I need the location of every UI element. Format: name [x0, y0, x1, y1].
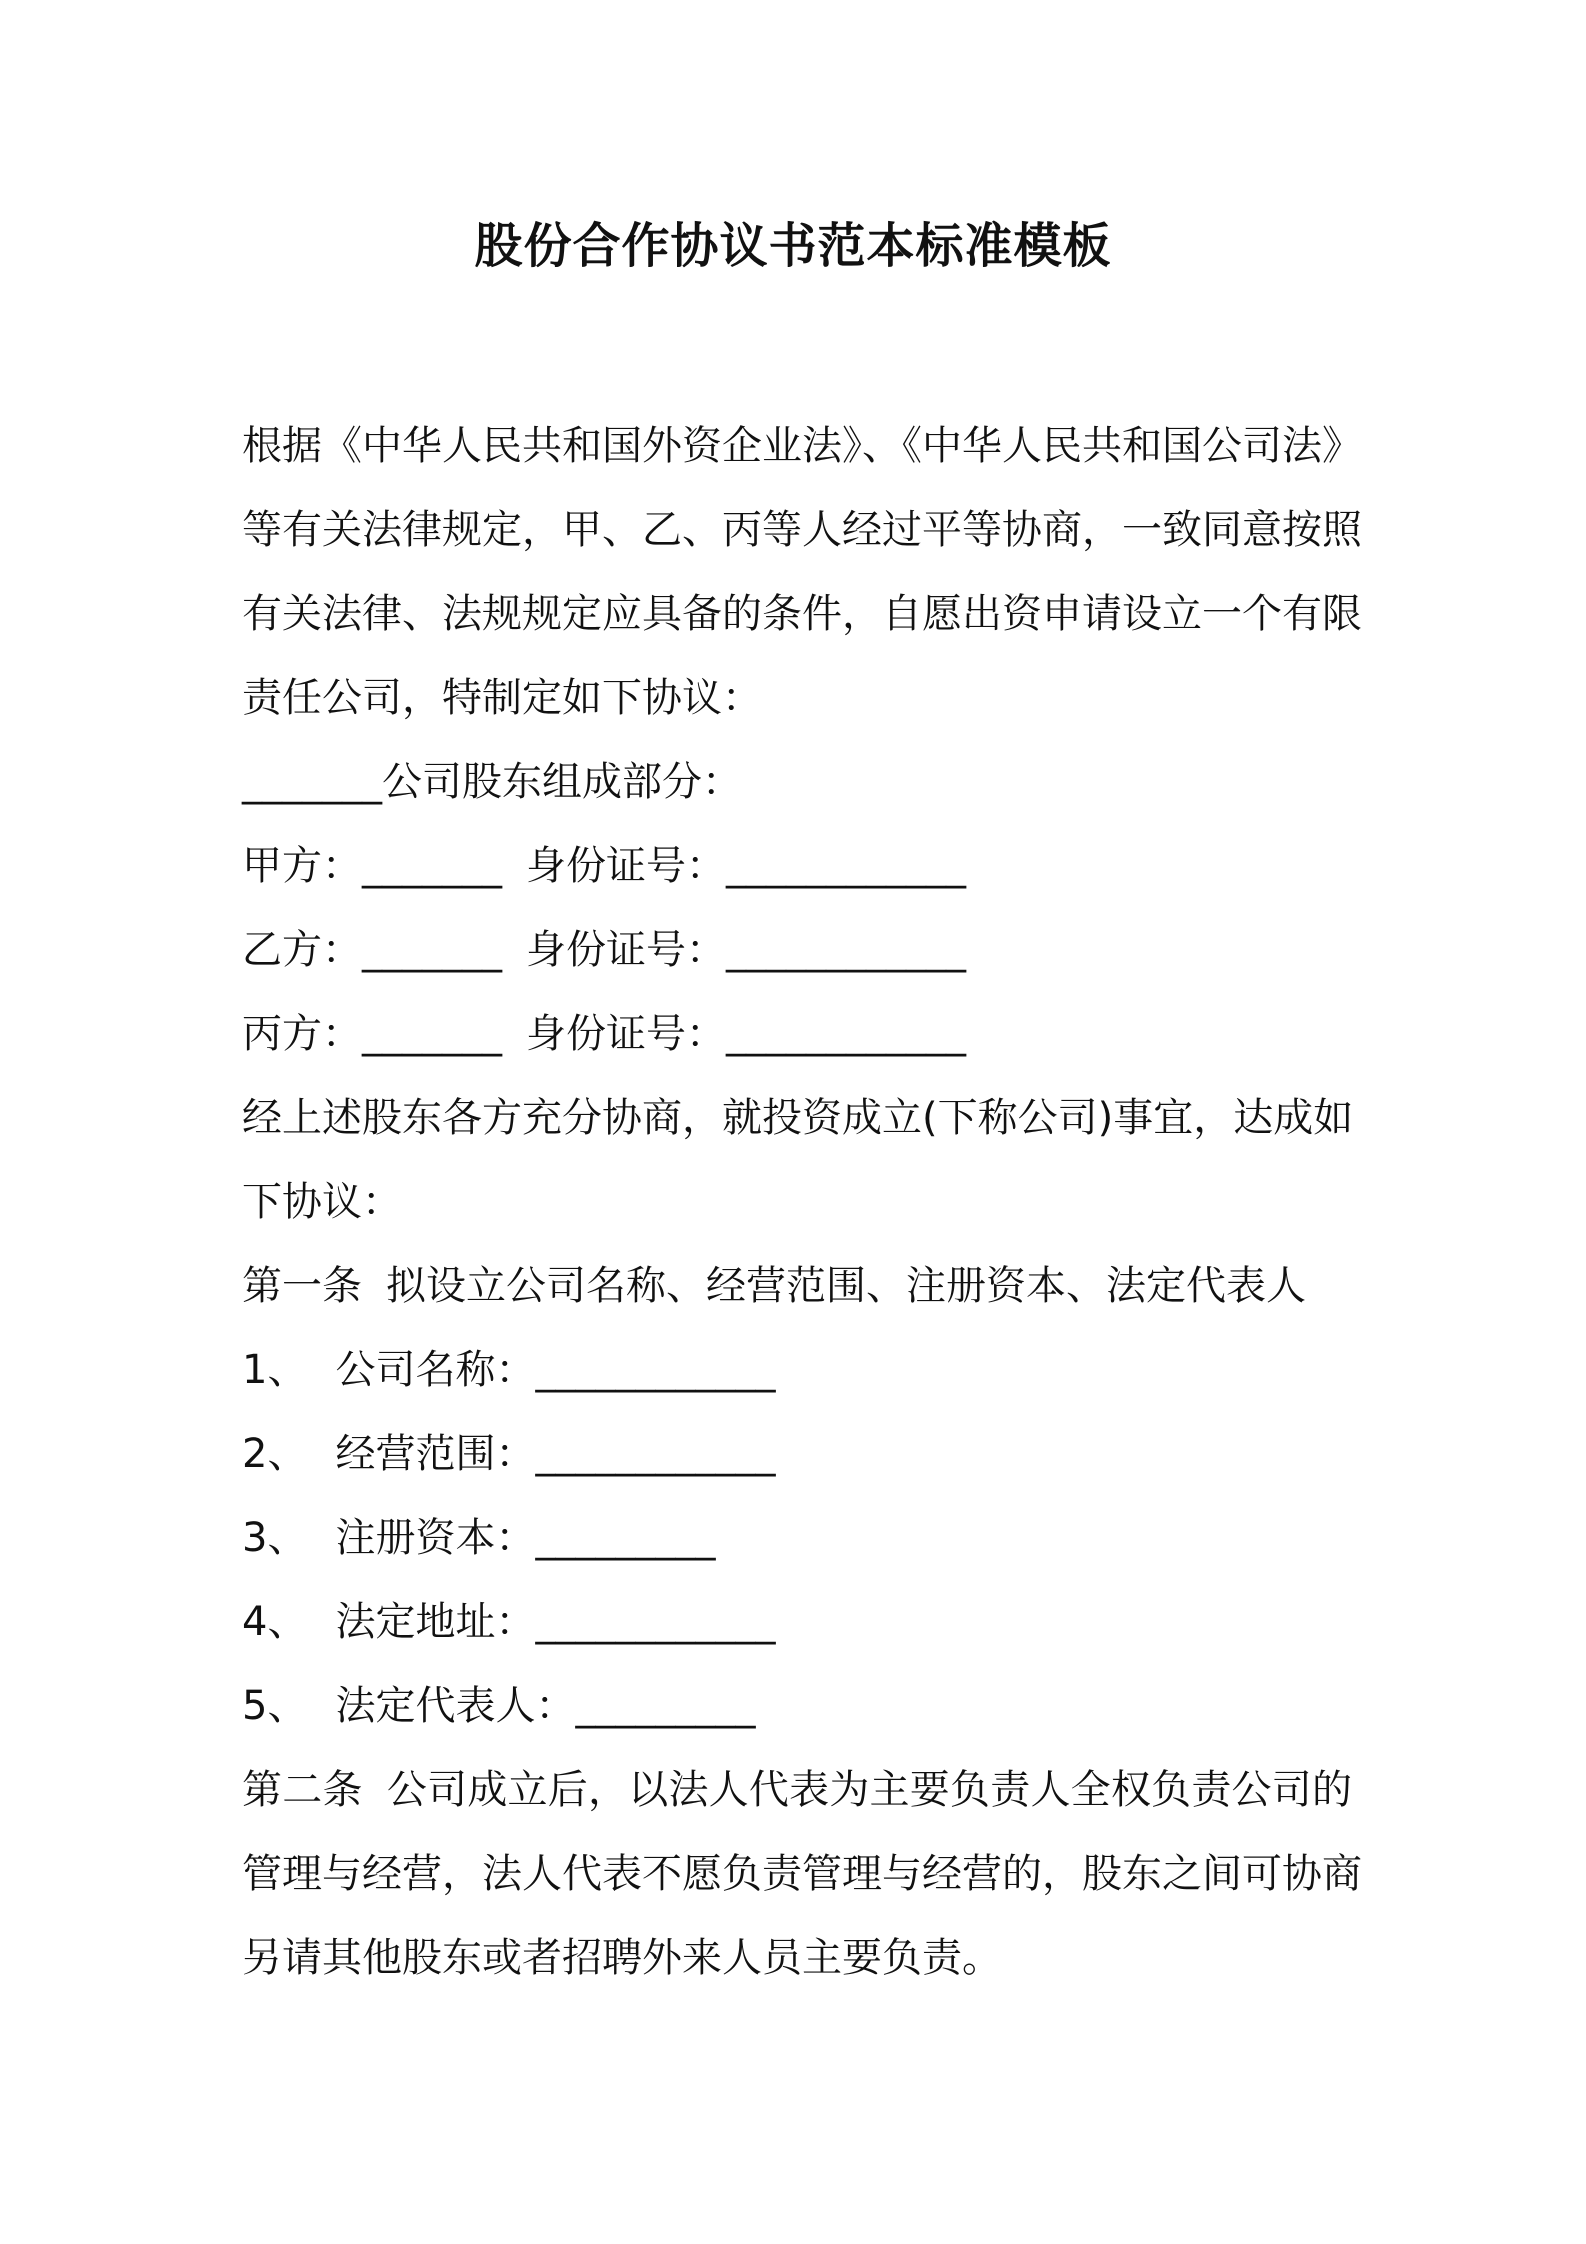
list-item [242, 1580, 1352, 1664]
id-number-field: 身份证号：____________ [526, 843, 966, 889]
article-text: 公司成立后，以法人代表为主要负责人全权负责公司的 [386, 1767, 1353, 1813]
party-field: 丙方：_______ [242, 1011, 502, 1057]
article-2-line [242, 1748, 1352, 1832]
list-item-text: 法定代表人：_________ [335, 1683, 756, 1729]
article-1-heading [242, 1244, 1352, 1328]
shareholder-row [242, 908, 1352, 992]
shareholder-row [242, 992, 1352, 1076]
article-label: 第一条 [242, 1263, 362, 1309]
document-body [242, 404, 1362, 2000]
article-label: 第二条 [242, 1767, 363, 1813]
article-2-line: 另请其他股东或者招聘外来人员主要负责。 [242, 1935, 1002, 1981]
intro-line: 有关法律、法规规定应具备的条件，自愿出资申请设立一个有限 [242, 591, 1362, 637]
list-item-text: 法定地址：____________ [335, 1599, 776, 1645]
list-item [242, 1664, 1352, 1748]
shareholders-heading: _______公司股东组成部分： [242, 759, 742, 805]
consensus-line: 下协议： [242, 1179, 402, 1225]
intro-line: 根据《中华人民共和国外资企业法》、《中华人民共和国公司法》 [242, 423, 1362, 469]
list-item [242, 1412, 1352, 1496]
list-item [242, 1496, 1352, 1580]
document-title: 股份合作协议书范本标准模板 [474, 218, 1112, 274]
intro-line: 责任公司，特制定如下协议： [242, 675, 762, 721]
list-item-number: 5、 [242, 1683, 308, 1729]
list-item-number: 2、 [242, 1431, 308, 1477]
article-2-line: 管理与经营，法人代表不愿负责管理与经营的，股东之间可协商 [242, 1851, 1362, 1897]
list-item-text: 公司名称：____________ [335, 1347, 776, 1393]
list-item [242, 1328, 1352, 1412]
list-item-text: 注册资本：_________ [335, 1515, 716, 1561]
intro-line: 等有关法律规定，甲、乙、丙等人经过平等协商，一致同意按照 [242, 507, 1362, 553]
list-item-text: 经营范围：____________ [335, 1431, 776, 1477]
list-item-number: 1、 [242, 1347, 308, 1393]
id-number-field: 身份证号：____________ [526, 1011, 966, 1057]
party-field: 甲方：_______ [242, 843, 502, 889]
article-text: 拟设立公司名称、经营范围、注册资本、法定代表人 [386, 1263, 1306, 1309]
list-item-number: 3、 [242, 1515, 308, 1561]
party-field: 乙方：_______ [242, 927, 502, 973]
id-number-field: 身份证号：____________ [526, 927, 966, 973]
shareholder-row [242, 824, 1352, 908]
consensus-line: 经上述股东各方充分协商，就投资成立(下称公司)事宜，达成如 [242, 1095, 1354, 1141]
list-item-number: 4、 [242, 1599, 308, 1645]
